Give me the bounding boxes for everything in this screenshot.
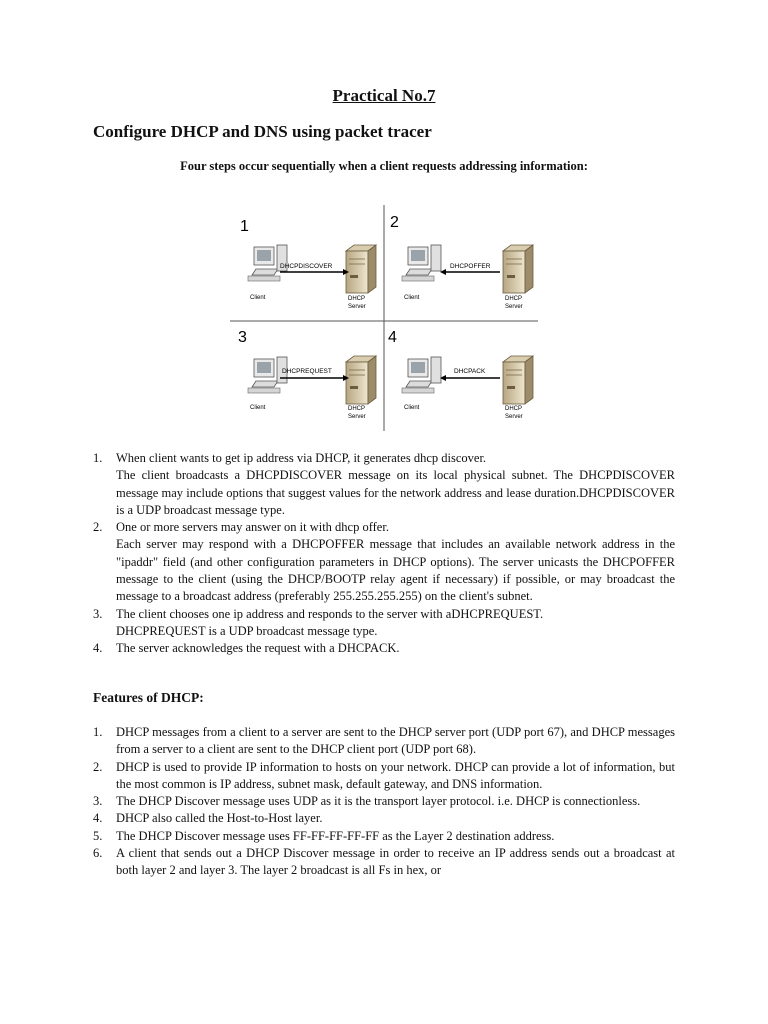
panel-number: 2 [390, 214, 399, 231]
dhcp-steps-list [93, 450, 675, 658]
client-label: Client [404, 405, 420, 411]
features-list [93, 724, 675, 880]
server-label-2: Server [348, 304, 366, 310]
dhcp-steps-diagram [228, 203, 540, 433]
list-number: 3. [93, 606, 103, 621]
dhcp-server-icon [346, 245, 376, 293]
dhcp-diagram-svg [228, 203, 540, 433]
message-label: DHCPACK [454, 368, 486, 375]
message-label: DHCPREQUEST [282, 368, 332, 375]
list-item [93, 828, 675, 845]
panel-number: 3 [238, 329, 247, 346]
panel-number: 4 [388, 329, 397, 346]
list-number: 4. [93, 811, 103, 826]
list-paragraph: DHCP messages from a client to a server are sent to the DHCP server port (UDP port 67), and DHCP messages from a server to a client are sent to the DHCP client port (UDP port 68). [116, 725, 675, 757]
list-paragraph: DHCP is used to provide IP information to hosts on your network. DHCP can provide a lot of information, but the most common is IP address, subnet mask, default gateway, and DNS information. [116, 759, 675, 791]
dhcp-server-icon [503, 356, 533, 404]
list-number: 1. [93, 725, 103, 739]
list-item [93, 793, 675, 810]
list-paragraph: DHCPREQUEST is a UDP broadcast message type. [116, 623, 378, 638]
list-item [93, 759, 675, 794]
list-item [93, 450, 675, 519]
list-paragraph: The client broadcasts a DHCPDISCOVER message on its local physical subnet. The DHCPDISCOVER message may include options that suggest values for the network address and lease duration.DHCPDISCOVER is a UDP broadcast message type. [116, 468, 675, 517]
client-label: Client [250, 405, 266, 411]
list-paragraph: When client wants to get ip address via DHCP, it generates dhcp discover. [116, 451, 487, 465]
list-paragraph: The DHCP Discover message uses FF-FF-FF-FF-FF as the Layer 2 destination address. [116, 828, 555, 843]
client-label: Client [250, 295, 266, 301]
list-paragraph: The client chooses one ip address and responds to the server with aDHCPREQUEST. [116, 606, 544, 621]
diagram-panel-3 [238, 329, 376, 420]
list-number: 2. [93, 759, 103, 774]
list-item [93, 810, 675, 827]
message-label: DHCPOFFER [450, 263, 491, 270]
dhcp-server-icon [503, 245, 533, 293]
server-label-1: DHCP [348, 406, 366, 412]
server-label-2: Server [505, 304, 523, 310]
list-paragraph: One or more servers may answer on it with dhcp offer. [116, 520, 389, 535]
server-label-1: DHCP [505, 406, 523, 412]
list-number: 5. [93, 828, 103, 843]
page-title-text: Practical No.7 [332, 86, 436, 105]
message-label: DHCPDISCOVER [280, 263, 333, 270]
list-paragraph: The DHCP Discover message uses UDP as it is the transport layer protocol. i.e. DHCP is connectionless. [116, 794, 641, 809]
features-heading: Features of DHCP: [93, 690, 204, 705]
list-number: 2. [93, 520, 103, 535]
client-computer-icon [402, 357, 441, 393]
list-paragraph: A client that sends out a DHCP Discover message in order to receive an IP address sends out a broadcast at both layer 2 and layer 3. The layer 2 broadcast is all Fs in hex, or [116, 846, 675, 878]
page-subtitle: Configure DHCP and DNS using packet tracer [93, 122, 432, 141]
client-computer-icon [248, 357, 287, 393]
diagram-panel-2 [390, 214, 533, 310]
dhcp-server-icon [346, 356, 376, 404]
list-paragraph: DHCP also called the Host-to-Host layer. [116, 811, 323, 826]
client-label: Client [404, 295, 420, 301]
server-label-1: DHCP [348, 296, 366, 302]
list-paragraph: The server acknowledges the request with a DHCPACK. [116, 641, 400, 656]
page-title [0, 86, 768, 106]
list-number: 6. [93, 846, 103, 861]
list-item [93, 519, 675, 605]
list-item [93, 640, 675, 657]
list-item [93, 606, 675, 641]
diagram-panel-4 [388, 329, 533, 420]
list-item [93, 845, 675, 880]
client-computer-icon [402, 245, 441, 281]
diagram-panel-1 [240, 218, 376, 310]
list-paragraph: Each server may respond with a DHCPOFFER message that includes an available network address in the "ipaddr" field (and other configuration parameters in DHCP options). The server unicasts the DHCPOFFER message to the client (using the DHCP/BOOTP relay agent if necessary) if possible, or may broadcast the message to a broadcast address (preferably 255.255.255.255) on the client's subnet. [116, 537, 675, 604]
server-label-2: Server [505, 414, 523, 420]
list-item [93, 724, 675, 759]
list-number: 3. [93, 794, 103, 809]
server-label-1: DHCP [505, 296, 523, 302]
intro-text: Four steps occur sequentially when a client requests addressing information: [180, 159, 588, 173]
panel-number: 1 [240, 218, 249, 235]
server-label-2: Server [348, 414, 366, 420]
list-number: 1. [93, 451, 103, 465]
list-number: 4. [93, 641, 103, 656]
